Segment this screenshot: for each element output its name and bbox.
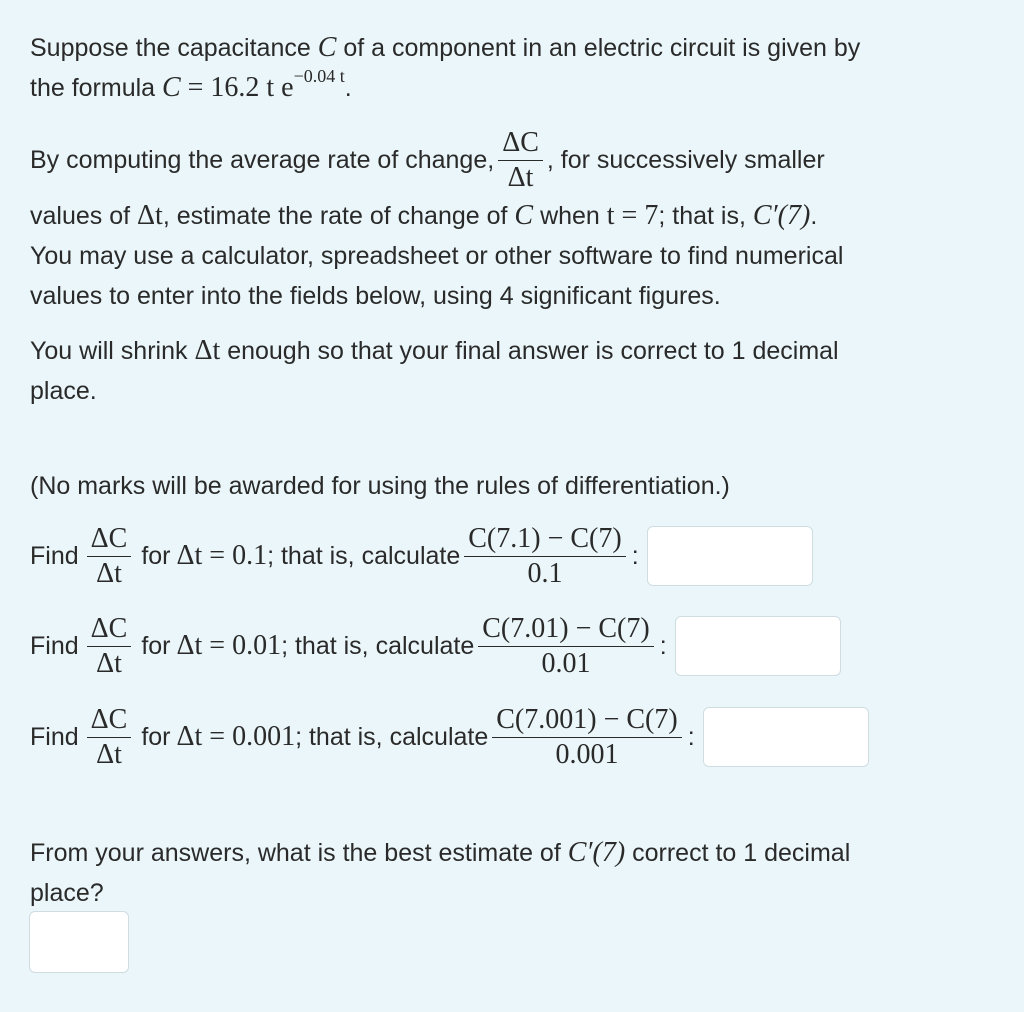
shrink-line-2: place. bbox=[30, 377, 97, 405]
avg-rate-line-2: values of Δt, estimate the rate of change of C when t = 7; that is, C′(7). bbox=[30, 200, 818, 231]
difference-quotient: $\frac{C(7.01) - C(7)}{0.01}$ bbox=[478, 612, 653, 681]
question-row-3: Find $\frac{\Delta C}{\Delta t}$ for Δt = 0.001 ; that is, calculate $\frac{C(7.001) - C(7)}{0.001}$ : bbox=[30, 692, 869, 782]
final-question-line-2: place? bbox=[30, 879, 104, 907]
intro-line-2: the formula C = 16.2 t $e^{-0.04 t}$. bbox=[30, 66, 352, 103]
final-question-line-1: From your answers, what is the best estimate of C′(7) correct to 1 decimal bbox=[30, 837, 851, 868]
var-c: C bbox=[317, 32, 337, 63]
avg-rate-line-3: You may use a calculator, spreadsheet or other software to find numerical bbox=[30, 242, 844, 270]
question-row-1: Find $\frac{\Delta C}{\Delta t}$ for Δt = 0.1 ; that is, calculate $\frac{C(7.1) - C(7)}{0.1}$ : bbox=[30, 511, 813, 601]
delta-c-over-delta-t: $\frac{\Delta C}{\Delta t}$ bbox=[498, 126, 543, 195]
difference-quotient: $\frac{C(7.1) - C(7)}{0.1}$ bbox=[464, 522, 625, 591]
intro-line-1: Suppose the capacitance C of a component in an electric circuit is given by bbox=[30, 32, 861, 63]
final-estimate-input[interactable] bbox=[29, 911, 129, 973]
shrink-line-1: You will shrink Δt enough so that your final answer is correct to 1 decimal bbox=[30, 335, 839, 366]
delta-fraction: $\frac{\Delta C}{\Delta t}$ bbox=[87, 703, 132, 772]
avg-rate-line-4: values to enter into the fields below, using 4 significant figures. bbox=[30, 282, 721, 310]
answer-input-dt-0.01[interactable] bbox=[675, 616, 841, 676]
question-row-2: Find $\frac{\Delta C}{\Delta t}$ for Δt = 0.01 ; that is, calculate $\frac{C(7.01) - C(7)}{0.01}$ : bbox=[30, 601, 841, 691]
avg-rate-line-1: By computing the average rate of change, $\frac{\Delta C}{\Delta t}$ , for successively smaller bbox=[30, 126, 825, 193]
delta-fraction: $\frac{\Delta C}{\Delta t}$ bbox=[87, 612, 132, 681]
difference-quotient: $\frac{C(7.001) - C(7)}{0.001}$ bbox=[492, 703, 681, 772]
answer-input-dt-0.1[interactable] bbox=[647, 526, 813, 586]
answer-input-dt-0.001[interactable] bbox=[703, 707, 869, 767]
delta-fraction: $\frac{\Delta C}{\Delta t}$ bbox=[87, 522, 132, 591]
no-marks-note: (No marks will be awarded for using the rules of differentiation.) bbox=[30, 472, 730, 500]
capacitance-formula: 16.2 t e bbox=[210, 72, 294, 103]
formula-exponent: −0.04 t bbox=[293, 66, 345, 86]
